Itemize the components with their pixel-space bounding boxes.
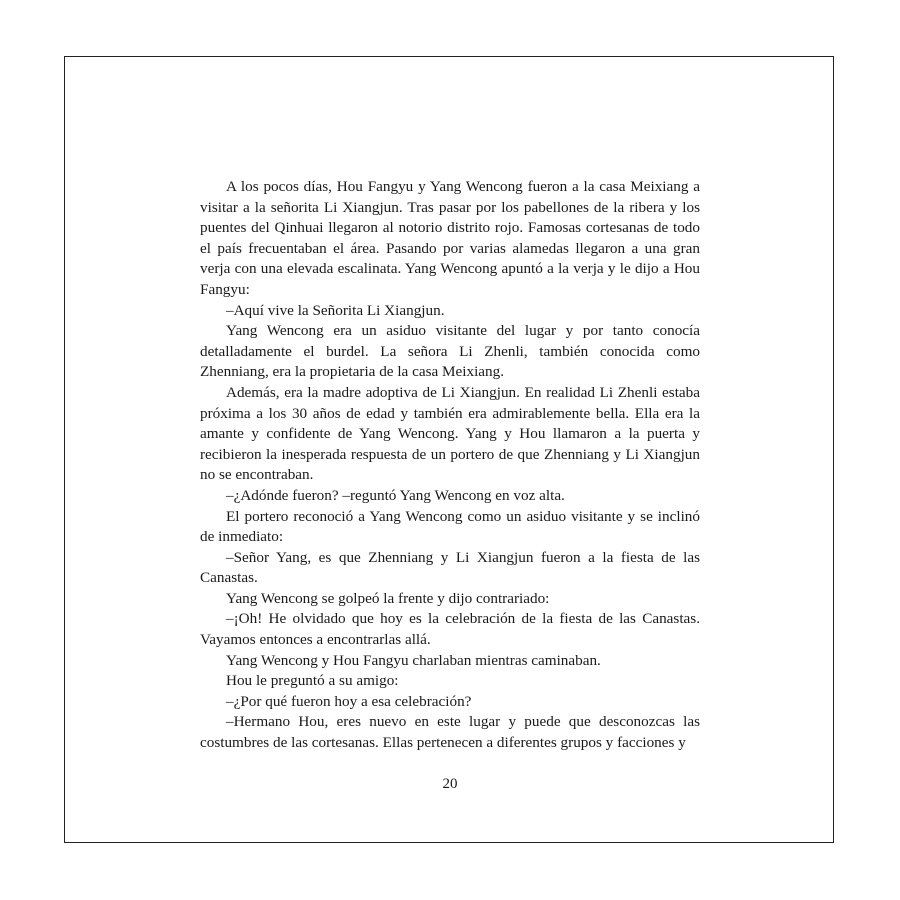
body-text: [200, 177, 700, 754]
paragraph-7: –Señor Yang, es que Zhenniang y Li Xiangjun fueron a la fiesta de las Canastas.: [200, 548, 700, 587]
paragraph-2: –Aquí vive la Señorita Li Xiangjun.: [226, 301, 445, 319]
paragraph-11: Hou le preguntó a su amigo:: [226, 672, 399, 690]
paragraph-6: El portero reconoció a Yang Wencong como un asiduo visitante y se inclinó de inmediato:: [200, 507, 700, 546]
paragraph-13: –Hermano Hou, eres nuevo en este lugar y puede que desconozcas las costumbres de las cortesanas. Ellas pertenecen a diferentes grupos y facciones y: [200, 713, 700, 752]
paragraph-8: Yang Wencong se golpeó la frente y dijo contrariado:: [226, 589, 550, 607]
paragraph-1: A los pocos días, Hou Fangyu y Yang Wencong fueron a la casa Meixiang a visitar a la señorita Li Xiangjun. Tras pasar por los pabellones de la ribera y los puentes del Qinhuai llegaron al notorio distrito rojo. Famosas cortesanas de todo el país frecuentaban el área. Pasando por varias alamedas llegaron a una gran verja con una elevada escalinata. Yang Wencong apuntó a la verja y le dijo a Hou Fangyu:: [200, 178, 700, 298]
paragraph-12: –¿Por qué fueron hoy a esa celebración?: [226, 692, 472, 710]
page-number: 20: [442, 776, 458, 792]
paragraph-4: Además, era la madre adoptiva de Li Xiangjun. En realidad Li Zhenli estaba próxima a los 30 años de edad y también era admirablemente bella. Ella era la amante y confidente de Yang Wencong. Yang y Hou llamaron a la puerta y recibieron la inesperada respuesta de un portero de que Zhenniang y Li Xiangjun no se encontraban.: [200, 383, 700, 484]
paragraph-5: –¿Adónde fueron? –reguntó Yang Wencong en voz alta.: [226, 486, 565, 504]
paragraph-10: Yang Wencong y Hou Fangyu charlaban mientras caminaban.: [226, 651, 601, 669]
paragraph-9: –¡Oh! He olvidado que hoy es la celebración de la fiesta de las Canastas. Vayamos entonces a encontrarlas allá.: [200, 610, 700, 649]
paragraph-3: Yang Wencong era un asiduo visitante del lugar y por tanto conocía detalladamente el burdel. La señora Li Zhenli, también conocida como Zhenniang, era la propietaria de la casa Meixiang.: [200, 322, 700, 381]
